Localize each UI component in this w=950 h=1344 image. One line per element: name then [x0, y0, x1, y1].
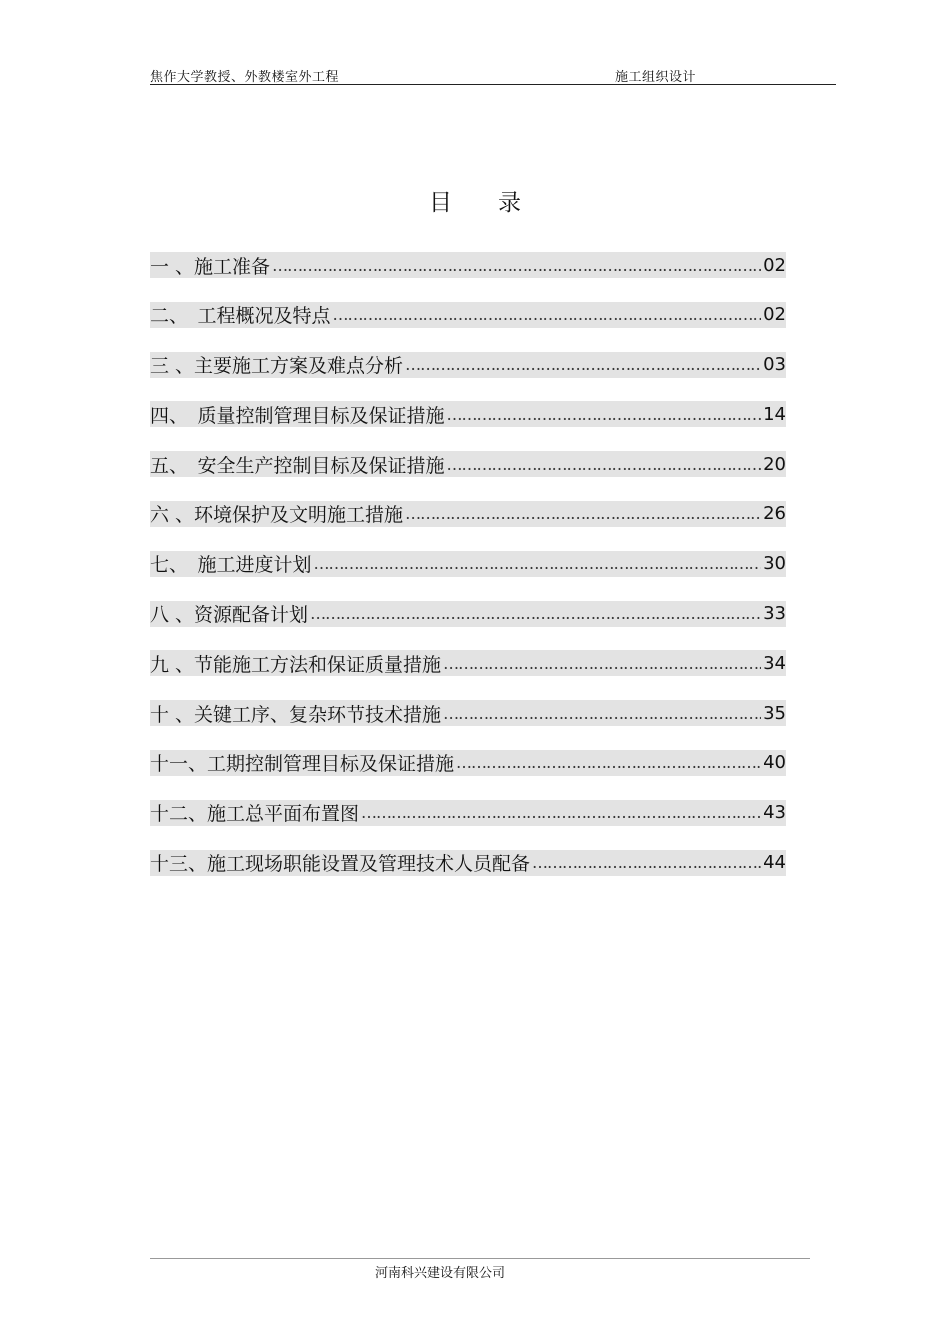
toc-entry[interactable]	[150, 800, 786, 826]
toc-entry-number: 五、	[150, 454, 198, 477]
toc-entry-page: 44	[763, 852, 786, 874]
toc-entry-number: 四、	[150, 404, 198, 427]
toc-entry-page: 35	[763, 702, 786, 724]
toc-leader-dots	[333, 305, 762, 324]
toc-entry-label: 施工准备	[194, 255, 271, 278]
toc-entry[interactable]	[150, 700, 786, 726]
toc-entry[interactable]	[150, 302, 786, 328]
footer-rule	[150, 1258, 810, 1259]
table-of-contents	[150, 252, 786, 899]
toc-leader-dots	[405, 504, 761, 523]
toc-leader-dots	[310, 604, 761, 623]
toc-entry[interactable]	[150, 750, 786, 776]
toc-entry-page: 02	[763, 304, 786, 326]
footer-company: 河南科兴建设有限公司	[374, 1266, 505, 1281]
toc-leader-dots	[443, 704, 761, 723]
toc-entry-page: 26	[763, 503, 786, 525]
toc-entry[interactable]	[150, 601, 786, 627]
toc-entry-label: 关键工序、复杂环节技术措施	[194, 703, 442, 726]
toc-entry-number: 三 、	[150, 355, 195, 378]
toc-entry[interactable]	[150, 352, 786, 378]
toc-entry[interactable]	[150, 850, 786, 876]
header-rule	[150, 84, 836, 85]
toc-leader-dots	[532, 853, 761, 872]
toc-leader-dots	[272, 256, 761, 275]
toc-entry-label: 安全生产控制目标及保证措施	[197, 454, 445, 477]
toc-entry-page: 33	[763, 603, 786, 625]
toc-entry-label: 节能施工方法和保证质量措施	[194, 653, 442, 676]
toc-entry[interactable]	[150, 650, 786, 676]
toc-entry-number: 六 、	[150, 504, 195, 527]
toc-entry-page: 43	[763, 802, 786, 824]
toc-entry-label: 资源配备计划	[194, 604, 309, 627]
toc-entry-label: 工期控制管理目标及保证措施	[207, 753, 455, 776]
toc-entry-label: 施工总平面布置图	[207, 803, 360, 826]
toc-leader-dots	[314, 554, 762, 573]
toc-entry-number: 七、	[150, 554, 198, 577]
toc-entry-page: 40	[763, 752, 786, 774]
toc-entry-label: 环境保护及文明施工措施	[194, 504, 404, 527]
toc-entry-label: 工程概况及特点	[197, 305, 331, 328]
toc-leader-dots	[405, 355, 761, 374]
toc-entry-page: 02	[763, 254, 786, 276]
toc-entry-page: 30	[763, 553, 786, 575]
header-project-name: 焦作大学教授、外教楼室外工程	[150, 70, 340, 85]
toc-entry[interactable]	[150, 501, 786, 527]
toc-entry[interactable]	[150, 551, 786, 577]
toc-entry-label: 施工进度计划	[197, 554, 312, 577]
toc-entry-number: 十三、	[150, 853, 208, 876]
toc-entry-number: 十 、	[150, 703, 195, 726]
toc-leader-dots	[456, 753, 761, 772]
toc-entry-number: 一 、	[150, 255, 195, 278]
toc-entry[interactable]	[150, 401, 786, 427]
toc-leader-dots	[447, 405, 762, 424]
toc-entry-page: 34	[763, 652, 786, 674]
toc-entry-number: 十二、	[150, 803, 208, 826]
toc-entry-number: 二、	[150, 305, 198, 328]
toc-entry-page: 03	[763, 354, 786, 376]
toc-entry-page: 20	[763, 453, 786, 475]
header-document-type: 施工组织设计	[615, 70, 697, 85]
toc-entry-label: 主要施工方案及难点分析	[194, 355, 404, 378]
toc-entry-page: 14	[763, 403, 786, 425]
page-title: 目录	[429, 190, 567, 216]
toc-leader-dots	[361, 803, 761, 822]
toc-entry[interactable]	[150, 252, 786, 278]
toc-entry-number: 十一、	[150, 753, 208, 776]
toc-entry-number: 八 、	[150, 604, 195, 627]
toc-entry-label: 质量控制管理目标及保证措施	[197, 404, 445, 427]
toc-leader-dots	[447, 455, 762, 474]
toc-entry-number: 九 、	[150, 653, 195, 676]
toc-leader-dots	[443, 654, 761, 673]
toc-entry[interactable]	[150, 451, 786, 477]
toc-entry-label: 施工现场职能设置及管理技术人员配备	[207, 853, 531, 876]
